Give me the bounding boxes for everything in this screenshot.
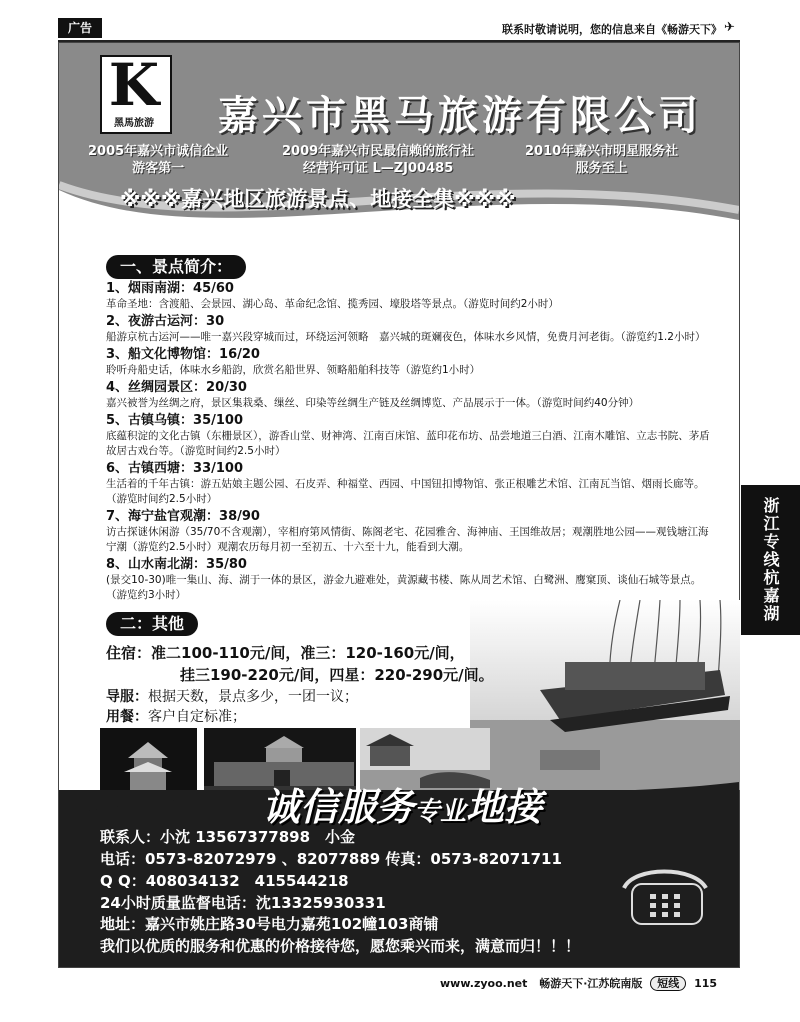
slogan-part-2: 专业 bbox=[414, 797, 467, 827]
attraction-title: 8、山水南北湖：35/80 bbox=[106, 557, 247, 572]
page-number: 115 bbox=[694, 977, 718, 990]
publication-logo-icon: ✈ bbox=[724, 20, 735, 35]
website-url: www.zyoo.net bbox=[440, 977, 528, 990]
contact-note: 联系时敬请说明，您的信息来自《畅游天下》 bbox=[502, 23, 722, 36]
horse-logo-icon: K bbox=[108, 51, 160, 119]
attraction-title: 7、海宁盐官观潮：38/90 bbox=[106, 509, 260, 524]
telephone-icon bbox=[614, 862, 714, 932]
attraction-desc: 聆听舟船史话，体味水乡船韵，欣赏名船世界、领略船舶科技等（游览约1小时） bbox=[106, 364, 481, 376]
meal-value: 客户自定标准； bbox=[148, 709, 246, 725]
lodging-line-1 bbox=[106, 642, 465, 663]
logo-text: 黑馬旅游 bbox=[114, 118, 154, 129]
list-item bbox=[106, 346, 716, 378]
publication-name: 畅游天下·江苏皖南版 bbox=[539, 977, 643, 990]
main-banner: ※※※嘉兴地区旅游景点、地接全集※※※ bbox=[120, 187, 516, 211]
ad-tag: 广告 bbox=[58, 18, 102, 38]
list-item bbox=[106, 460, 716, 507]
attraction-title: 4、丝绸园景区：20/30 bbox=[106, 380, 247, 395]
slogan-part-3: 地接 bbox=[466, 785, 543, 829]
company-name: 嘉兴市黑马旅游有限公司 bbox=[218, 93, 702, 139]
list-item bbox=[106, 280, 716, 312]
lodging-prices-1: 准二100-110元/间，准三：120-160元/间， bbox=[151, 644, 465, 662]
section-other-heading: 二：其他 bbox=[106, 612, 198, 636]
side-tab-label: 浙江专线杭嘉湖 bbox=[761, 497, 780, 623]
bottom-bar bbox=[440, 975, 717, 991]
phone-fax: 电话：0573-82072979 、82077889 传真：0573-82071711 bbox=[100, 850, 562, 868]
attraction-title: 2、夜游古运河：30 bbox=[106, 314, 225, 329]
attraction-desc: 生活着的千年古镇：游五姑娘主题公园、石皮弄、种福堂、西园、中国钮扣博物馆、张正根雕艺术馆、江南瓦当馆、烟雨长廊等。（游览时间约2.5小时） bbox=[106, 478, 705, 505]
guide-value: 根据天数，景点多少，一团一议； bbox=[148, 689, 358, 705]
attraction-desc: 底蕴积淀的文化古镇（东栅景区），游香山堂、财神湾、江南百床馆、蓝印花布坊、品尝地道三白酒、江南木雕馆、立志书院、茅盾故居古戏台等。（游览时间约2.5小时） bbox=[106, 430, 710, 457]
closing-message: 我们以优质的服务和优惠的价格接待您，愿您乘兴而来，满意而归！！！ bbox=[100, 937, 581, 955]
address: 地址：嘉兴市姚庄路30号电力嘉苑102幢103商铺 bbox=[100, 915, 439, 933]
attractions-list bbox=[106, 279, 716, 603]
lodging-line-2: 挂三190-220元/间，四星：220-290元/间。 bbox=[180, 666, 494, 684]
attraction-title: 5、古镇乌镇：35/100 bbox=[106, 413, 244, 428]
guide-label: 导服： bbox=[106, 689, 148, 705]
attraction-desc: 革命圣地：含渡船、会景园、湖心岛、革命纪念馆、揽秀园、壕股塔等景点。（游览时间约2小时） bbox=[106, 298, 559, 310]
slogan-part-1: 诚信服务 bbox=[262, 785, 415, 829]
section-badge: 短线 bbox=[650, 976, 686, 991]
meal-line bbox=[106, 706, 246, 726]
attraction-desc: (景交10-30)唯一集山、海、湖于一体的景区，游金九避难处，黄源藏书楼、陈从周艺术馆、白鹭洲、鹰窠顶、谈仙石城等景点。（游览约3小时） bbox=[106, 574, 702, 601]
attraction-desc: 嘉兴被誉为丝绸之府，景区集栽桑、缫丝、印染等丝绸生产链及丝绸博览、产品展示于一体。（游览时间约40分钟） bbox=[106, 397, 640, 409]
list-item bbox=[106, 313, 716, 345]
contact-person: 联系人：小沈 13567377898 小金 bbox=[100, 828, 356, 846]
attraction-title: 6、古镇西塘：33/100 bbox=[106, 461, 244, 476]
lodging-label: 住宿： bbox=[106, 644, 152, 662]
list-item bbox=[106, 508, 716, 555]
award-2009: 2009年嘉兴市民最信赖的旅行社 经营许可证 L—ZJ00485 bbox=[282, 144, 475, 176]
attraction-title: 3、船文化博物馆：16/20 bbox=[106, 347, 260, 362]
attraction-desc: 船游京杭古运河——唯一嘉兴段穿城而过，环绕运河领略 嘉兴城的斑斓夜色，体味水乡风情，免费月河老街。（游览约1.2小时） bbox=[106, 331, 706, 343]
slogan bbox=[262, 776, 542, 831]
section-attractions-heading: 一、景点简介： bbox=[106, 255, 246, 279]
meal-label: 用餐： bbox=[106, 709, 148, 725]
award-2010: 2010年嘉兴市明星服务社 服务至上 bbox=[525, 144, 679, 176]
attraction-desc: 访古探谜休闲游（35/70不含观潮），宰相府第风情街、陈阁老宅、花园雅舍、海神庙、王国维故居；观潮胜地公园——观钱塘江海宁潮（游览约2.5小时）观潮农历每月初一至初五、十六至十九，能看到大潮。 bbox=[106, 526, 709, 553]
qq-numbers: Q Q：408034132 415544218 bbox=[100, 872, 349, 890]
list-item bbox=[106, 556, 716, 603]
attraction-title: 1、烟雨南湖：45/60 bbox=[106, 281, 234, 296]
list-item bbox=[106, 379, 716, 411]
award-2005: 2005年嘉兴市诚信企业 游客第一 bbox=[88, 144, 229, 176]
guide-line bbox=[106, 686, 358, 706]
side-tab-zhejiang bbox=[741, 485, 800, 635]
list-item bbox=[106, 412, 716, 459]
red-boat-photo bbox=[470, 600, 740, 790]
hotline: 24小时质量监督电话：沈13325930331 bbox=[100, 894, 386, 912]
